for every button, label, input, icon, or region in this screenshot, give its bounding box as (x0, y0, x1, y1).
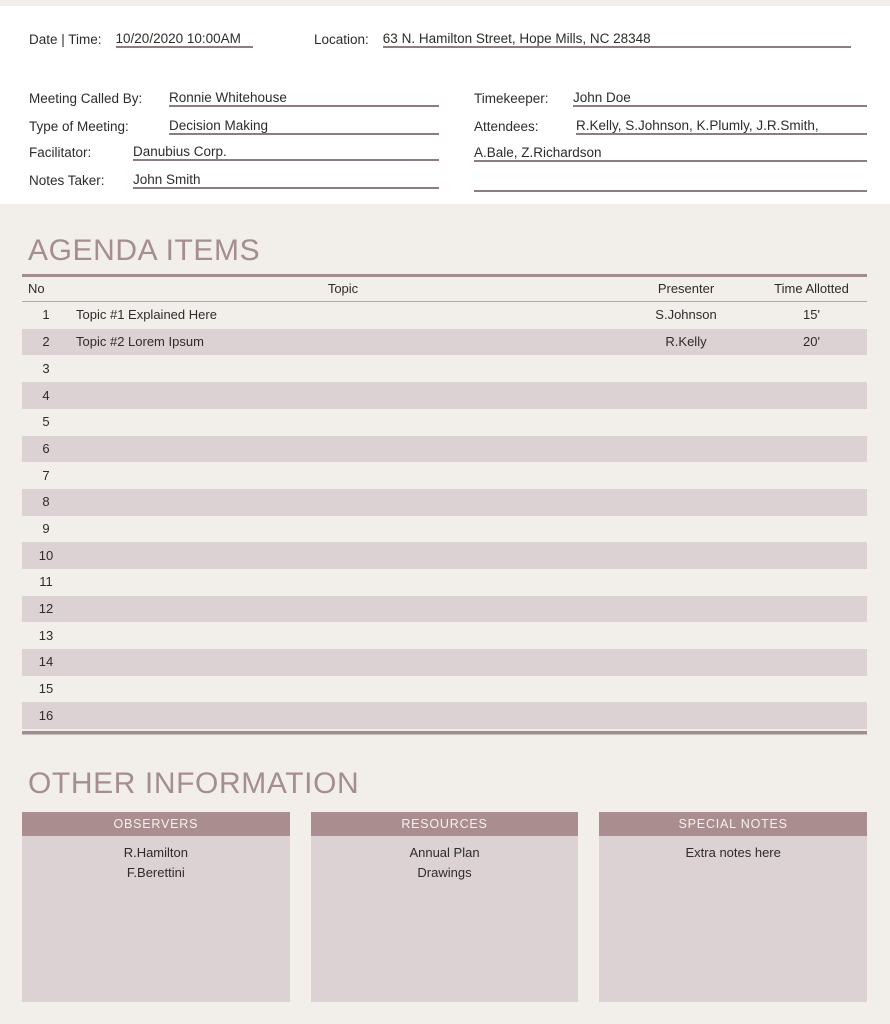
info-box-body[interactable] (599, 836, 867, 1002)
field-attendees-line2 (474, 144, 602, 162)
attendees-value-line2: A.Bale, Z.Richardson (474, 145, 602, 160)
table-row[interactable] (22, 382, 867, 409)
cell-no: 4 (42, 387, 50, 403)
agenda-items-table (22, 274, 867, 735)
table-row[interactable] (22, 489, 867, 516)
cell-no: 9 (42, 520, 50, 536)
table-row[interactable] (22, 329, 867, 356)
location-value: 63 N. Hamilton Street, Hope Mills, NC 28348 (382, 31, 651, 46)
cell-no: 11 (39, 574, 53, 590)
cell-no: 2 (42, 334, 50, 350)
cell-no: 8 (42, 494, 50, 510)
field-notes-taker (29, 171, 201, 189)
cell-topic: Topic #2 Lorem Ipsum (76, 334, 204, 350)
cell-no: 6 (42, 440, 50, 456)
attendees-label: Attendees: (474, 119, 539, 134)
field-date-time (29, 30, 241, 48)
field-facilitator (29, 143, 227, 161)
date-time-underline (116, 46, 253, 48)
timekeeper-value-wrap[interactable] (573, 89, 631, 107)
cell-no: 16 (38, 707, 54, 723)
attendees-underline (576, 133, 867, 135)
attendees-value: R.Kelly, S.Johnson, K.Plumly, J.R.Smith, (576, 118, 819, 133)
document-header-band (0, 0, 890, 204)
facilitator-label: Facilitator: (29, 145, 92, 160)
table-row[interactable] (22, 409, 867, 436)
cell-no: 1 (42, 307, 50, 323)
location-underline (383, 46, 851, 48)
table-row[interactable] (22, 622, 867, 649)
info-box-line: Drawings (417, 865, 472, 880)
location-label: Location: (314, 32, 369, 47)
cell-no: 5 (42, 414, 50, 430)
info-box-heading: RESOURCES (311, 812, 579, 836)
table-row[interactable] (22, 355, 867, 382)
cell-no: 10 (38, 547, 54, 563)
field-type-of-meeting (29, 117, 268, 135)
table-row[interactable] (22, 516, 867, 543)
table-row[interactable] (22, 596, 867, 623)
table-row[interactable] (22, 676, 867, 703)
field-timekeeper (474, 89, 631, 107)
notes-taker-value-wrap[interactable] (133, 171, 201, 189)
cell-no: 14 (38, 654, 54, 670)
info-box (599, 812, 867, 1002)
date-time-label: Date | Time: (29, 32, 102, 47)
column-header-topic: Topic (327, 281, 359, 296)
notes-taker-label: Notes Taker: (29, 173, 105, 188)
cell-no: 3 (42, 360, 50, 376)
field-meeting-called-by (29, 89, 287, 107)
cell-no: 15 (38, 681, 54, 697)
notes-taker-underline (133, 187, 439, 189)
info-box-heading: OBSERVERS (22, 812, 290, 836)
info-box-body[interactable] (311, 836, 579, 1002)
other-information-boxes (22, 812, 867, 1002)
timekeeper-underline (573, 105, 867, 107)
type-of-meeting-value-wrap[interactable] (169, 117, 268, 135)
document-body (0, 204, 890, 1024)
table-row[interactable] (22, 702, 867, 729)
attendees-underline-2 (474, 160, 867, 162)
table-bottom-rule-inner (22, 734, 867, 735)
info-box-line: F.Berettini (126, 865, 185, 880)
table-row[interactable] (22, 436, 867, 463)
called-by-value-wrap[interactable] (169, 89, 287, 107)
table-row[interactable] (22, 542, 867, 569)
date-time-value-wrap[interactable] (116, 30, 241, 48)
facilitator-underline (133, 159, 439, 161)
facilitator-value: Danubius Corp. (133, 144, 227, 159)
field-location (314, 30, 651, 48)
table-row[interactable] (22, 302, 867, 329)
cell-presenter: S.Johnson (655, 307, 717, 323)
info-box-line: Annual Plan (409, 845, 480, 860)
type-of-meeting-value: Decision Making (169, 118, 269, 133)
info-box (22, 812, 290, 1002)
type-of-meeting-label: Type of Meeting: (29, 119, 129, 134)
field-attendees (474, 117, 819, 135)
cell-time: 15' (803, 307, 820, 323)
table-row[interactable] (22, 462, 867, 489)
cell-no: 7 (42, 467, 50, 483)
date-time-value: 10/20/2020 10:00AM (115, 31, 241, 46)
attendees-value-wrap[interactable] (576, 117, 819, 135)
page-title-agenda-items: AGENDA ITEMS (28, 234, 261, 267)
table-header-row (22, 277, 867, 301)
called-by-label: Meeting Called By: (29, 91, 143, 106)
location-value-wrap[interactable] (383, 30, 651, 48)
cell-no: 12 (38, 601, 54, 616)
cell-time: 20' (803, 334, 820, 350)
table-row[interactable] (22, 569, 867, 596)
page-title-other-information: OTHER INFORMATION (28, 767, 360, 800)
column-header-no: No (28, 281, 45, 296)
column-header-time-allotted: Time Allotted (774, 281, 849, 296)
info-box (311, 812, 579, 1002)
column-header-presenter: Presenter (657, 281, 715, 296)
timekeeper-label: Timekeeper: (474, 91, 549, 106)
info-box-body[interactable] (22, 836, 290, 1002)
cell-topic: Topic #1 Explained Here (76, 307, 217, 323)
type-of-meeting-underline (169, 133, 439, 135)
attendees-value2-wrap[interactable] (474, 144, 602, 162)
cell-presenter: R.Kelly (665, 334, 707, 350)
cell-no: 13 (38, 627, 54, 643)
info-box-line: R.Hamilton (123, 845, 188, 860)
timekeeper-value: John Doe (573, 90, 631, 105)
called-by-value: Ronnie Whitehouse (169, 90, 287, 105)
info-box-heading: SPECIAL NOTES (599, 812, 867, 836)
right-column-empty-underline[interactable] (474, 190, 867, 192)
called-by-underline (169, 105, 439, 107)
notes-taker-value: John Smith (133, 172, 201, 187)
agenda-rows-container (22, 302, 867, 729)
facilitator-value-wrap[interactable] (133, 143, 227, 161)
table-row[interactable] (22, 649, 867, 676)
info-box-line: Extra notes here (685, 845, 781, 860)
